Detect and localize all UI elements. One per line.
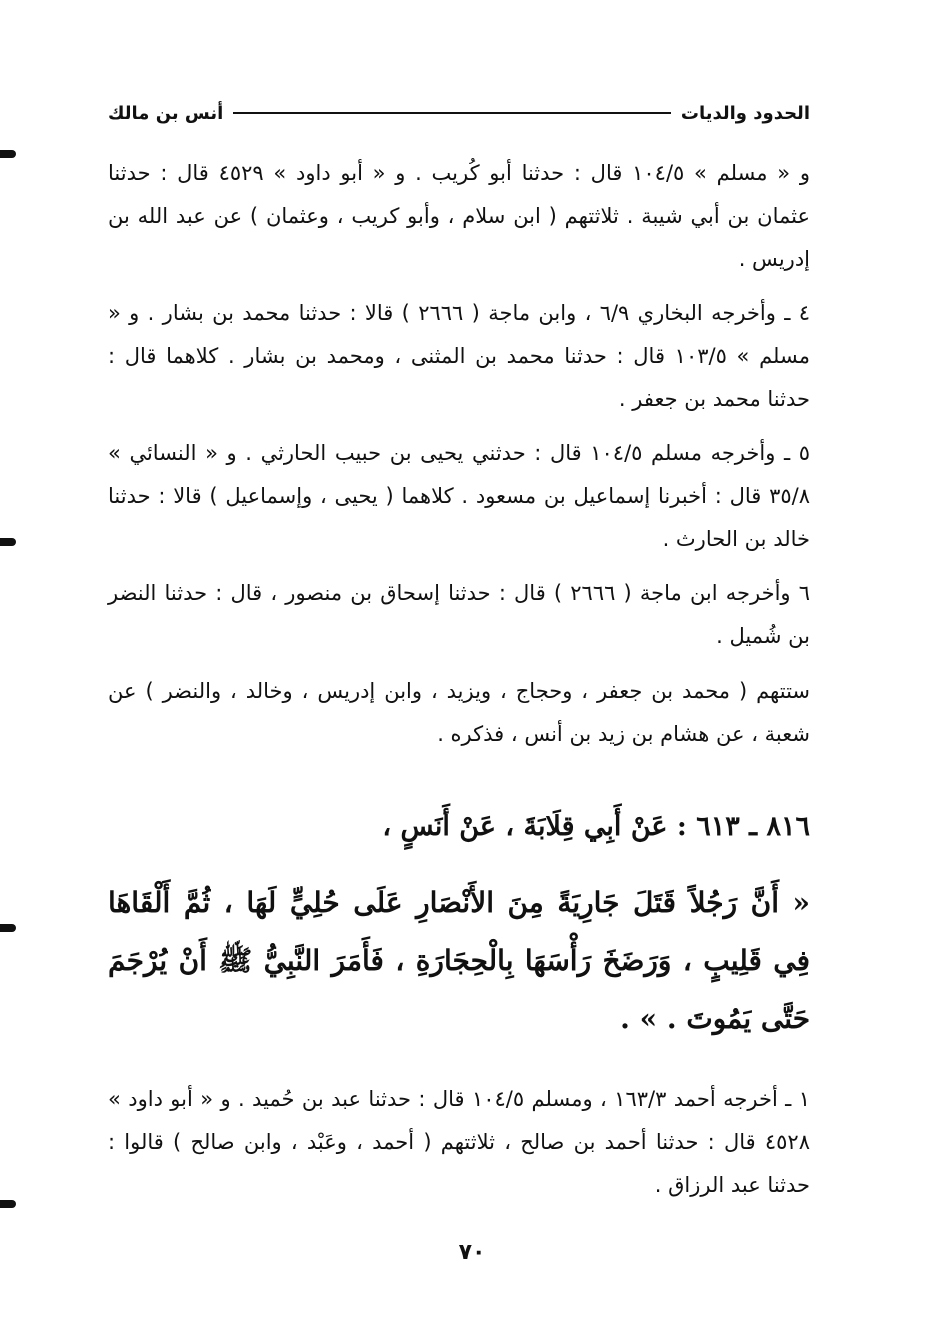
paragraph-summary: ستتهم ( محمد بن جعفر ، وحجاج ، ويزيد ، وابن إدريس ، وخالد ، والنضر ) عن شعبة ، عن هشام بن زيد بن أنس ، فذكره . (108, 679, 810, 746)
page-edge-mark (0, 924, 16, 932)
paragraph-continuation: و « مسلم » ١٠٤/٥ قال : حدثنا أبو كُريب . و « أبو داود » ٤٥٢٩ قال : حدثنا عثمان بن أبي شيبة . ثلاثتهم ( ابن سلام ، وأبو كريب ، وعثمان ) عن عبد الله بن إدريس . (108, 161, 811, 271)
hadith-text: « أَنَّ رَجُلاً قَتَلَ جَارِيَةً مِنَ الأَنْصَارِ عَلَى حُلِيٍّ لَهَا ، ثُمَّ أَلْقَاهَا فِي قَلِيبٍ ، وَرَضَخَ رَأْسَهَا بِالْحِجَارَةِ ، فَأَمَرَ النَّبِيُّ ﷺ أَنْ يُرْجَمَ حَتَّى يَمُوتَ . » . (108, 886, 810, 1035)
running-header (108, 100, 810, 126)
paragraph-takhrij-4: ٤ ـ وأخرجه البخاري ٦/٩ ، وابن ماجة ( ٢٦٦٦ ) قالا : حدثنا محمد بن بشار . و « مسلم » ١٠٣/٥ قال : حدثنا محمد بن المثنى ، ومحمد بن بشار . كلاهما قال : حدثنا محمد بن جعفر . (108, 301, 810, 411)
page-number: ٧٠ (458, 1240, 486, 1265)
hadith-heading: ٨١٦ ـ ٦١٣ : عَنْ أَبِي قِلَابَةَ ، عَنْ أَنَسٍ ، (382, 811, 810, 842)
page-edge-mark (0, 538, 16, 546)
header-rule (233, 112, 671, 114)
paragraph-takhrij-6: ٦ وأخرجه ابن ماجة ( ٢٦٦٦ ) قال : حدثنا إسحاق بن منصور ، قال : حدثنا النضر بن شُميل . (108, 581, 810, 648)
header-book-title: أنس بن مالك (108, 102, 224, 124)
page-edge-mark (0, 150, 16, 158)
header-chapter-title: الحدود والديات (680, 102, 810, 124)
paragraph-takhrij-1: ١ ـ أخرجه أحمد ١٦٣/٣ ، ومسلم ١٠٤/٥ قال : حدثنا عبد بن حُميد . و « أبو داود » ٤٥٢٨ قال : حدثنا أحمد بن صالح ، ثلاثتهم ( أحمد ، وعَبْد ، وابن صالح ) قالوا : حدثنا عبد الرزاق . (108, 1087, 810, 1197)
paragraph-takhrij-5: ٥ ـ وأخرجه مسلم ١٠٤/٥ قال : حدثني يحيى بن حبيب الحارثي . و « النسائي » ٣٥/٨ قال : أخبرنا إسماعيل بن مسعود . كلاهما ( يحيى ، وإسماعيل ) قالا : حدثنا خالد بن الحارث . (108, 441, 810, 551)
page-edge-mark (0, 1200, 16, 1208)
